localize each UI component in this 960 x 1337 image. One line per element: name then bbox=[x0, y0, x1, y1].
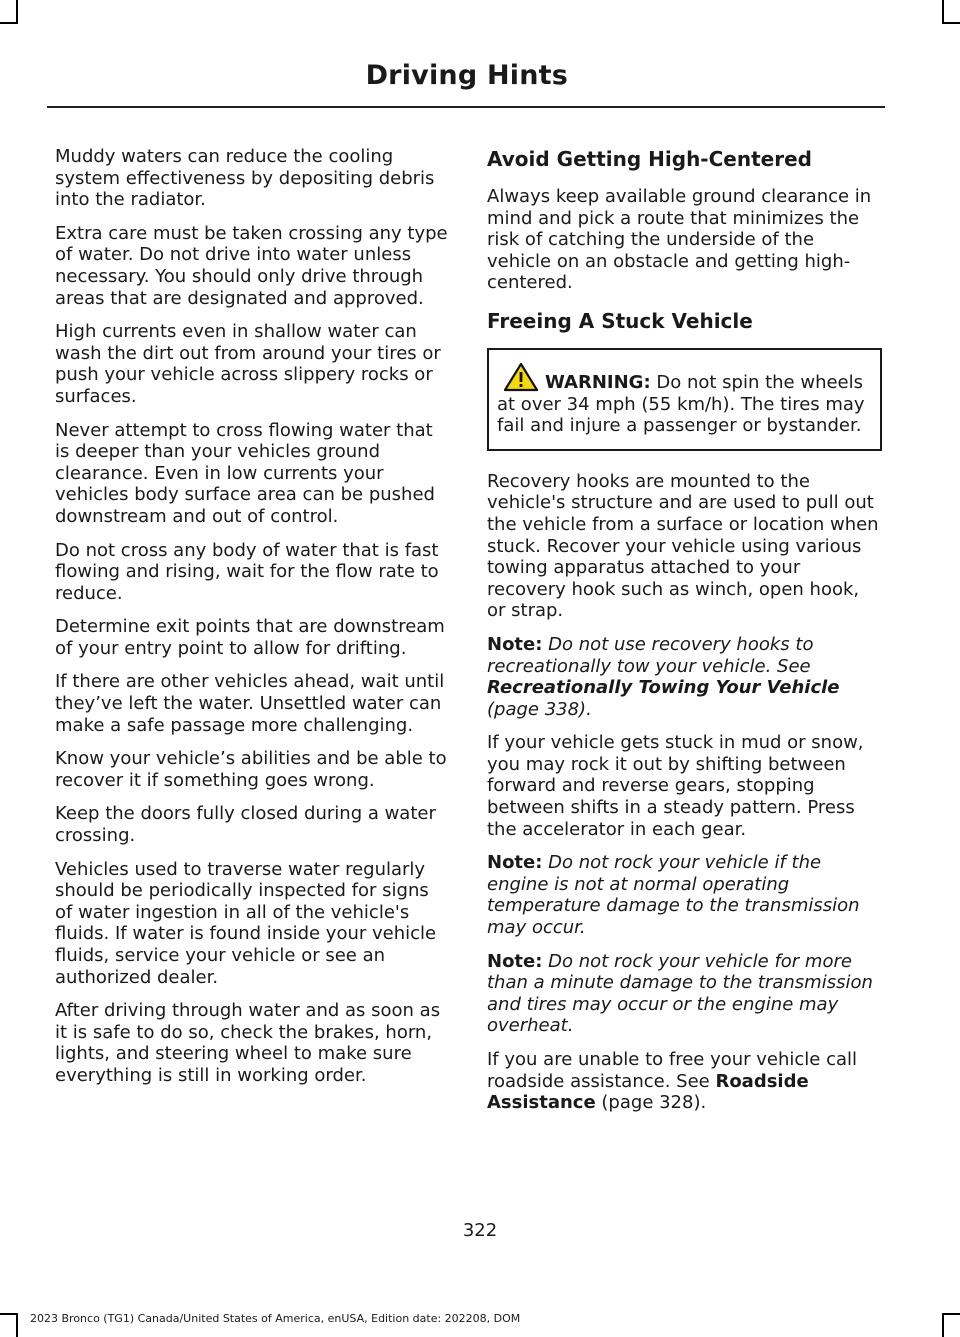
note bbox=[487, 951, 882, 1037]
paragraph: Always keep available ground clearance in mind and pick a route that minimizes the risk of catching the underside of the vehicle on an obstacle and getting high-centered. bbox=[487, 186, 872, 294]
crop-mark bbox=[0, 22, 18, 24]
warning-box bbox=[487, 348, 882, 451]
paragraph-text: If you are unable to free your vehicle call roadside assistance. See bbox=[487, 1049, 858, 1092]
paragraph: Keep the doors fully closed during a water crossing. bbox=[55, 803, 436, 847]
crop-mark bbox=[0, 1313, 18, 1315]
paragraph: Muddy waters can reduce the cooling system effectiveness by depositing debris into the radiator. bbox=[55, 146, 435, 211]
page-reference: (page 328). bbox=[595, 1092, 707, 1114]
cross-reference-link[interactable]: Recreationally Towing Your Vehicle bbox=[487, 677, 840, 699]
paragraph: Determine exit points that are downstream of your entry point to allow for drifting. bbox=[55, 616, 445, 659]
page-number: 322 bbox=[462, 1220, 498, 1241]
paragraph: After driving through water and as soon as it is safe to do so, check the brakes, horn, lights, and steering wheel to make sure everything is still in working order. bbox=[55, 1000, 441, 1086]
note-label: Note: bbox=[487, 633, 543, 655]
crop-mark bbox=[942, 22, 960, 24]
warning-text: Do not spin the wheels at over 34 mph (55 km/h). The tires may fail and injure a passenger or bystander. bbox=[497, 371, 865, 437]
section-heading: Avoid Getting High-Centered bbox=[487, 147, 812, 171]
crop-mark bbox=[16, 0, 18, 22]
warning-triangle-icon bbox=[503, 362, 539, 392]
section-heading: Freeing A Stuck Vehicle bbox=[487, 308, 753, 333]
paragraph bbox=[487, 1049, 882, 1114]
paragraph: Do not cross any body of water that is fast flowing and rising, wait for the flow rate to reduce. bbox=[55, 539, 439, 604]
note bbox=[487, 852, 882, 938]
paragraph: Vehicles used to traverse water regularly should be periodically inspected for signs of water ingestion in all of the vehicle's fluids. If water is found inside your vehicle fluids, service your vehicle or see an authorized dealer. bbox=[55, 858, 437, 988]
crop-mark bbox=[942, 0, 944, 22]
paragraph: Never attempt to cross flowing water that is deeper than your vehicles ground clearance. Even in low currents your vehicles body surface area can be pushed downstream and out of control. bbox=[55, 419, 435, 527]
warning-label: WARNING: bbox=[545, 371, 651, 393]
note bbox=[487, 634, 882, 720]
note-text: Do not rock your vehicle for more than a minute damage to the transmission and tires may occur or the engine may overheat. bbox=[487, 950, 873, 1037]
paragraph: If there are other vehicles ahead, wait until they’ve left the water. Unsettled water can make a safe passage more challenging. bbox=[55, 671, 445, 736]
cross-reference-link[interactable]: Roadside Assistance bbox=[487, 1070, 809, 1114]
crop-mark bbox=[942, 1313, 960, 1315]
header-divider bbox=[47, 106, 885, 108]
note-label: Note: bbox=[487, 852, 543, 874]
note-label: Note: bbox=[487, 950, 543, 972]
paragraph: Recovery hooks are mounted to the vehicle's structure and are used to pull out the vehicle from a surface or location when stuck. Recover your vehicle using various towing apparatus attached to your recovery hook such as winch, open hook, or strap. bbox=[487, 470, 879, 622]
crop-mark bbox=[16, 1313, 18, 1337]
paragraph: If your vehicle gets stuck in mud or snow, you may rock it out by shifting between forward and reverse gears, stopping between shifts in a steady pattern. Press the accelerator in each gear. bbox=[487, 732, 864, 840]
crop-mark bbox=[942, 1313, 944, 1337]
note-text: Do not use recovery hooks to recreationally tow your vehicle. See bbox=[487, 633, 814, 677]
note-text: Do not rock your vehicle if the engine is not at normal operating temperature damage to the transmission may occur. bbox=[487, 852, 860, 939]
page-reference: (page 338). bbox=[487, 698, 592, 720]
paragraph: Extra care must be taken crossing any type of water. Do not drive into water unless necessary. You should only drive through areas that are designated and approved. bbox=[55, 222, 448, 309]
paragraph: Know your vehicle’s abilities and be able to recover it if something goes wrong. bbox=[55, 748, 447, 791]
page-title: Driving Hints bbox=[365, 60, 568, 91]
left-column bbox=[55, 146, 449, 1099]
paragraph: High currents even in shallow water can wash the dirt out from around your tires or push your vehicle across slippery rocks or surfaces. bbox=[55, 321, 441, 407]
right-column bbox=[487, 146, 882, 1126]
footer-edition-info: 2023 Bronco (TG1) Canada/United States of America, enUSA, Edition date: 202208, DOM bbox=[30, 1312, 521, 1325]
